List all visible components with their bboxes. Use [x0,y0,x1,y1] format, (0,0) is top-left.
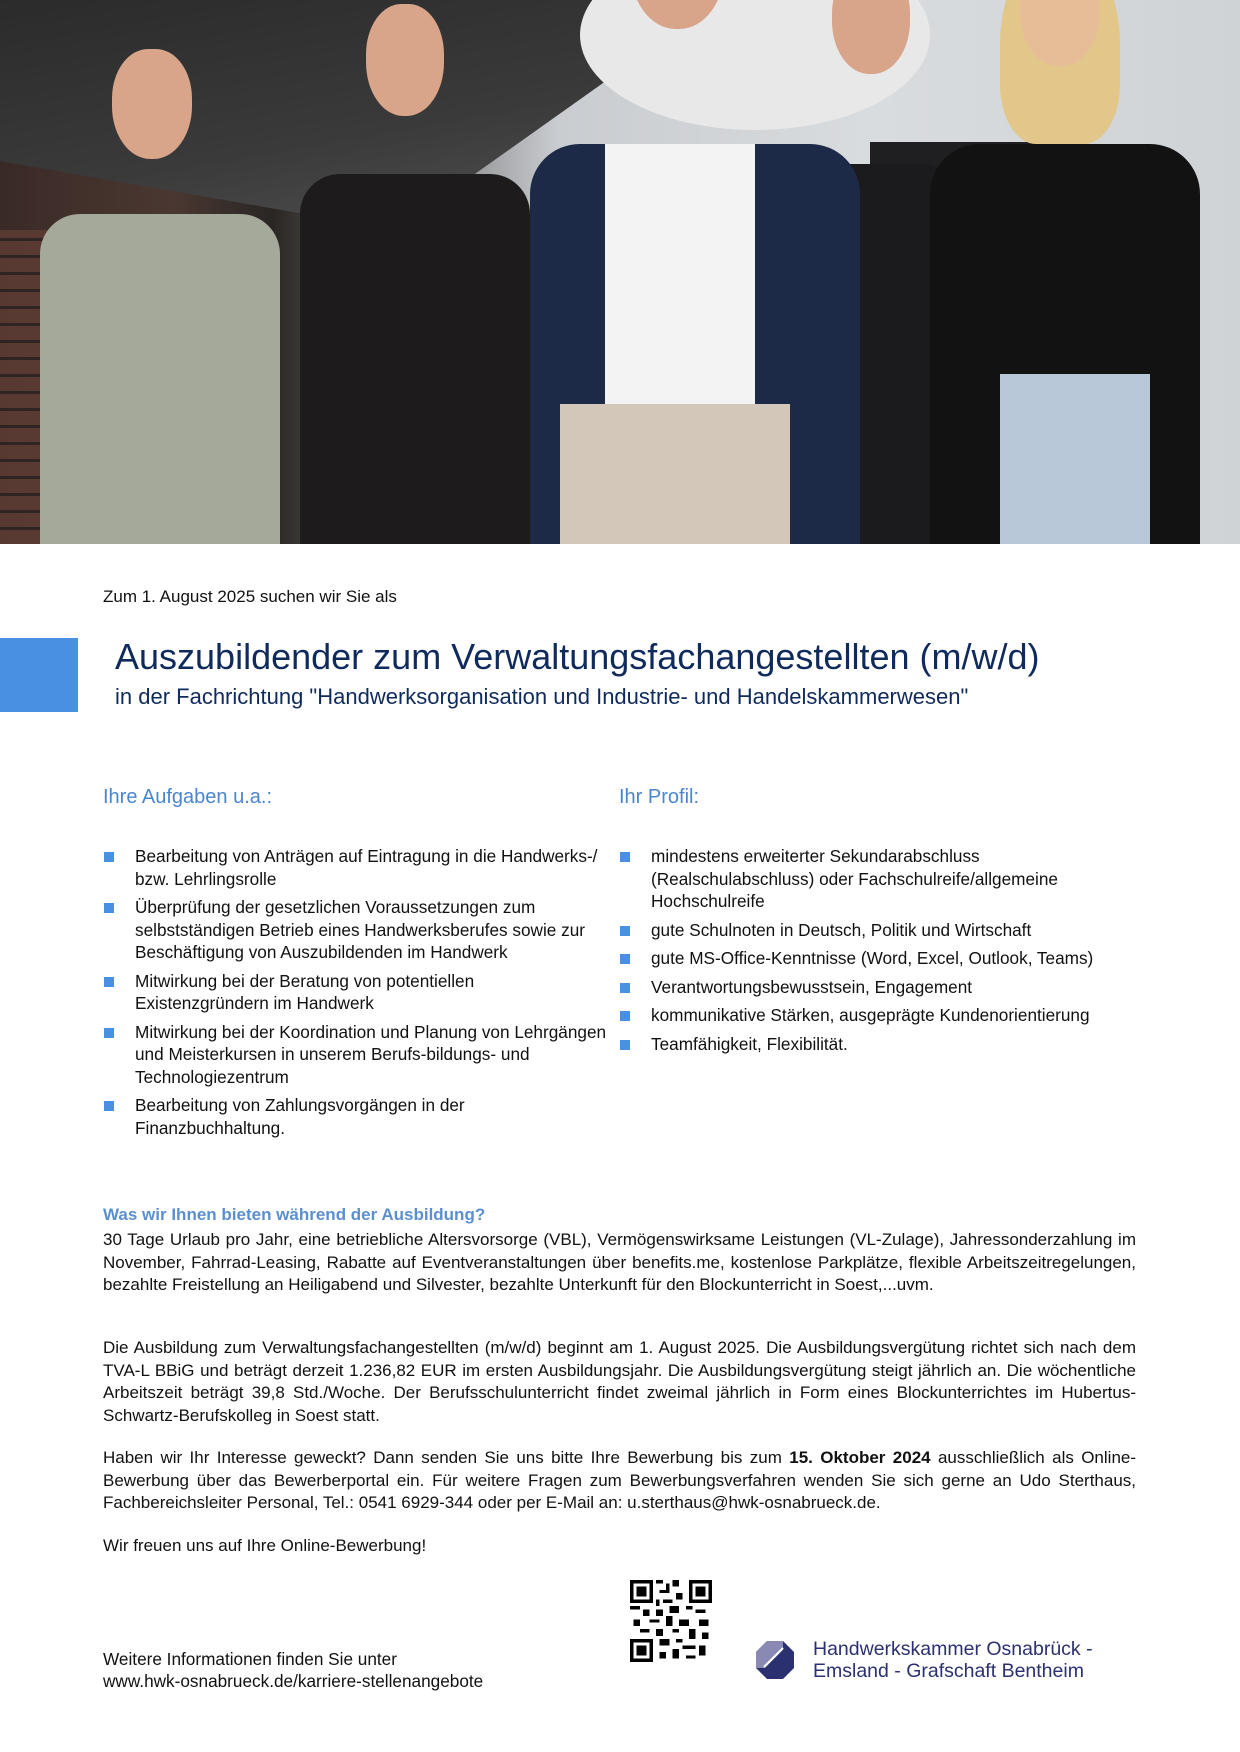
apply-paragraph: Haben wir Ihr Interesse geweckt? Dann senden Sie uns bitte Ihre Bewerbung bis zum 15. Oktober 2024 ausschließlich als Online-Bewerbung über das Bewerberportal ein. Für weitere Fragen zum Bewerbungsverfahren wenden Sie sich gerne an Udo Sterthaus, Fachbereichsleiter Personal, Tel.: 0541 6929-344 oder per E-Mail an: u.sterthaus@hwk-osnabrueck.de. [103,1448,1137,1512]
square-bullet-icon [104,1028,114,1038]
qr-code-icon[interactable] [630,1580,712,1662]
hwk-octagon-logo-icon [755,1640,795,1680]
profile-section [619,786,1119,1061]
benefits-paragraph: 30 Tage Urlaub pro Jahr, eine betriebliche Altersvorsorge (VBL), Vermögenswirksame Leistungen (VL-Zulage), Jahressonderzahlung im November, Fahrrad-Leasing, Rabatte auf Eventveranstaltungen über benefits.me, kostenlose Parkplätze, flexible Arbeitszeitregelungen, bezahlte Freistellung an Heiligabend und Silvester, bezahlte Unterkunft für den Blockunterricht in Soest,...uvm. [103,1230,1136,1294]
person-1 [40,214,280,544]
square-bullet-icon [620,1011,630,1021]
hero-photo [0,0,1240,544]
square-bullet-icon [620,954,630,964]
square-bullet-icon [620,926,630,936]
accent-block [0,638,78,712]
square-bullet-icon [104,1101,114,1111]
offer-section [103,1205,1136,1225]
tasks-heading: Ihre Aufgaben u.a.: [103,786,273,808]
closing-text: Wir freuen uns auf Ihre Online-Bewerbung! [103,1536,427,1555]
intro-text: Zum 1. August 2025 suchen wir Sie als [103,587,397,606]
list-item: Teamfähigkeit, Flexibilität. [619,1033,1119,1056]
square-bullet-icon [104,852,114,862]
tasks-section [103,786,608,1145]
person-3 [530,144,860,544]
job-subtitle: in der Fachrichtung "Handwerksorganisation und Industrie- und Handelskammerwesen" [115,684,969,709]
list-item: Mitwirkung bei der Koordination und Planung von Lehrgängen und Meisterkursen in unserem Berufs-bildungs- und Technologiezentrum [103,1021,608,1089]
square-bullet-icon [620,983,630,993]
hwk-logo [755,1638,1093,1682]
logo-line-2: Emsland - Grafschaft Bentheim [813,1660,1084,1682]
list-item: Überprüfung der gesetzlichen Voraussetzungen zum selbstständigen Betrieb eines Handwerksberufes sowie zur Beschäftigung von Auszubildenden im Handwerk [103,896,608,964]
list-item: gute MS-Office-Kenntnisse (Word, Excel, Outlook, Teams) [619,947,1119,970]
list-item: Bearbeitung von Anträgen auf Eintragung in die Handwerks-/ bzw. Lehrlingsrolle [103,845,608,890]
profile-list [619,845,1119,1055]
deadline: 15. Oktober 2024 [789,1448,931,1467]
person-2 [300,174,530,544]
list-item: gute Schulnoten in Deutsch, Politik und Wirtschaft [619,919,1119,942]
list-item: Bearbeitung von Zahlungsvorgängen in der Finanzbuchhaltung. [103,1094,608,1139]
job-title: Auszubildender zum Verwaltungsfachangestellten (m/w/d) [115,636,1040,677]
square-bullet-icon [104,903,114,913]
career-link[interactable]: www.hwk-osnabrueck.de/karriere-stellenangebote [103,1671,484,1691]
profile-heading: Ihr Profil: [619,786,700,808]
list-item: mindestens erweiterter Sekundarabschluss (Realschulabschluss) oder Fachschulreife/allgemeine Hochschulreife [619,845,1119,913]
square-bullet-icon [104,977,114,987]
logo-line-1: Handwerkskammer Osnabrück - [813,1638,1093,1660]
square-bullet-icon [620,852,630,862]
tasks-list [103,845,608,1139]
square-bullet-icon [620,1040,630,1050]
list-item: Verantwortungsbewusstsein, Engagement [619,976,1119,999]
list-item: Mitwirkung bei der Beratung von potentiellen Existenzgründern im Handwerk [103,970,608,1015]
more-info [103,1648,483,1692]
offer-heading: Was wir Ihnen bieten während der Ausbildung? [103,1205,486,1224]
list-item: kommunikative Stärken, ausgeprägte Kundenorientierung [619,1004,1119,1027]
more-info-label: Weitere Informationen finden Sie unter [103,1649,397,1669]
person-5 [930,144,1200,544]
training-paragraph: Die Ausbildung zum Verwaltungsfachangestellten (m/w/d) beginnt am 1. August 2025. Die Ausbildungsvergütung richtet sich nach dem TVA-L BBiG und beträgt derzeit 1.236,82 EUR im ersten Ausbildungsjahr. Die Ausbildungsvergütung steigt jährlich an. Die wöchentliche Arbeitszeit beträgt 39,8 Std./Woche. Der Berufsschulunterricht findet zweimal jährlich in Form eines Blockunterrichtes im Hubertus-Schwartz-Berufskolleg in Soest statt. [103,1338,1136,1425]
